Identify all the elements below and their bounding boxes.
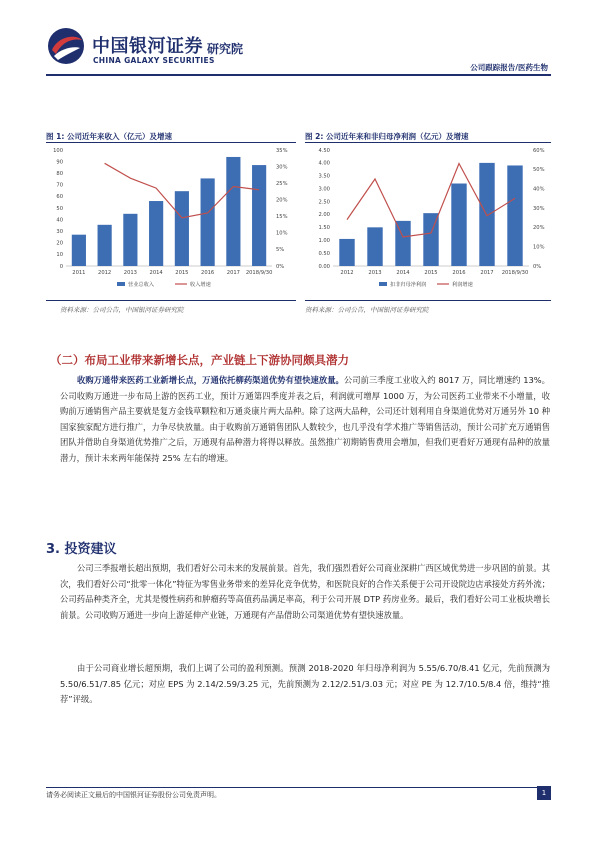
c2-bar [451,184,466,266]
c2-xtick-label: 2017 [480,270,494,276]
c2-ytick-label: 2.00 [318,212,330,219]
c2-y2tick-label: 60% [533,147,545,154]
c2-y2tick-label: 20% [533,225,545,232]
c2-bar [507,165,522,266]
c2-ytick-label: 3.00 [318,186,330,193]
c1-ytick-label: 60 [56,194,63,201]
fig1-caption: 图 1: 公司近年来收入（亿元）及增速 [46,132,172,141]
page-number: 1 [537,786,551,800]
c1-bar [226,157,240,266]
c2-ytick-label: 4.00 [318,160,330,167]
section3-paragraph-2: 由于公司商业增长超预期，我们上调了公司的盈利预测。预测 2018-2020 年归母净利润为 5.55/6.70/8.41 亿元，先前预测为 5.50/6.51/7.85 亿元；对应 EPS 为 2.14/2.59/3.25 元，先前预测为 2.12/2.51/3.03 元；对应 PE 为 12.7/10.5/8.4 倍，维持“推荐”评级。 [60,663,550,704]
c1-bar [201,178,215,266]
section2-body: 公司前三季度工业收入约 8017 万，同比增速约 13%。公司收购万通进一步布局上游的医药工业，预计万通第四季度并表之后，利润就可增厚 1000 万，为公司医药工业带来不小增量，收购前万通销售产品主要就是复方金钱草颗粒和万通炎康片两大品种。除了这两大品种，公司还计划利用自身渠道优势对万通另外 10 种国家独家配方进行推广，力争尽快放量。由于收购前万通销售团队人数较少，也几乎没有学术推广等销售活动，预计公司扩充万通销售团队并借助自身渠道优势推广之后，万通现有品种潜力将得以释放。虽然推广初期销售费用会增加，但我们更看好万通现有品种的放量潜力，预计未来两年能保持 25% 左右的增速。 [60,375,550,463]
c1-bar [252,165,266,266]
c1-legend-bar-label: 营业总收入 [128,282,154,288]
c1-y2tick-label: 25% [276,180,288,187]
section3-paragraph-1: 公司三季报增长超出预期，我们看好公司未来的发展前景。首先，我们强烈看好公司商业深耕广西区域优势进一步巩固的前景。其次，我们看好公司“批零一体化”特征为零售业务带来的差异化竞争优势，和医院良好的合作关系便于公司开设院边店承接处方药外流；公司药品种类齐全，尤其是慢性病药和肿瘤药等高值药品满足率高，利于公司开展 DTP 药房业务。最后，我们看好公司工业板块增长前景。公司收购万通进一步向上游延伸产业链，万通现有产品借助公司渠道优势有望快速放量。 [60,563,550,620]
c2-bar [395,221,410,266]
c1-bar [123,214,137,266]
fig1-source: 资料来源：公司公告，中国银河证券研究院 [60,306,184,314]
c1-bar [149,201,163,266]
report-type: 公司跟踪报告/医药生物 [470,63,548,72]
c2-xtick-label: 2013 [368,270,382,276]
c2-y2tick-label: 10% [533,244,545,251]
c1-xtick-label: 2017 [226,270,240,276]
c1-ytick-label: 70 [56,182,63,189]
c2-ytick-label: 1.50 [318,225,330,232]
header-rule [46,74,551,76]
c2-ytick-label: 3.50 [318,173,330,180]
fig2-rule [305,142,551,143]
c1-y2tick-label: 30% [276,164,288,171]
c1-y2tick-label: 5% [276,247,285,254]
revenue-chart [46,144,296,296]
c1-ytick-label: 50 [56,205,63,212]
c1-y2tick-label: 35% [276,147,288,154]
c2-y2tick-label: 0% [533,263,542,270]
footer-rule [46,787,551,788]
c2-legend-bar-label: 扣非归母净利润 [390,282,427,288]
c2-y2tick-label: 30% [533,205,545,212]
c2-legend-line-label: 利润增速 [452,282,473,288]
c2-ytick-label: 0.50 [318,250,330,257]
fig2-caption: 图 2: 公司近年来和非归母净利润（亿元）及增速 [305,132,469,141]
c1-bar [72,235,86,266]
section3-heading: 3. 投资建议 [46,542,117,557]
c1-y2tick-label: 10% [276,230,288,237]
c1-xtick-label: 2014 [149,270,163,276]
c1-y2tick-label: 15% [276,214,288,221]
c2-xtick-label: 2016 [452,270,466,276]
c2-y2tick-label: 40% [533,186,545,193]
brand-dept: 研究院 [207,42,244,56]
brand-name-cn: 中国银河证券 [92,36,203,57]
c1-xtick-label: 2013 [123,270,137,276]
c1-ytick-label: 100 [53,147,63,154]
c2-ytick-label: 1.00 [318,238,330,245]
c1-y2tick-label: 20% [276,197,288,204]
c1-ytick-label: 40 [56,217,63,224]
c2-xtick-label: 2015 [424,270,438,276]
c1-xtick-label: 2016 [201,270,215,276]
c2-xtick-label: 2012 [340,270,354,276]
section2-paragraph [60,373,550,466]
fig2-bottom-rule [305,300,551,301]
profit-chart [305,144,551,296]
c1-bar [98,225,112,266]
c2-ytick-label: 4.50 [318,147,330,154]
c1-xtick-label: 2015 [175,270,189,276]
c1-bar [175,191,189,266]
c1-xtick-label: 2018/9/30 [245,270,273,276]
c1-ytick-label: 90 [56,159,63,166]
c2-xtick-label: 2014 [396,270,410,276]
fig2-source: 资料来源：公司公告，中国银河证券研究院 [305,306,429,314]
c1-ytick-label: 30 [56,229,63,235]
c1-xtick-label: 2011 [72,270,86,276]
section2-heading: （二）布局工业带来新增长点，产业链上下游协同颇具潜力 [50,353,349,367]
galaxy-logo-icon [46,26,86,66]
c2-bar [367,227,382,266]
brand-name-en: CHINA GALAXY SECURITIES [93,56,215,65]
c1-legend-line-label: 收入增速 [190,282,211,288]
c1-y2tick-label: 0% [276,263,285,270]
c1-ytick-label: 10 [56,252,63,259]
c2-bar [339,239,354,266]
c2-legend-bar-swatch [379,282,387,286]
c2-xtick-label: 2018/9/30 [501,270,529,276]
c2-y2tick-label: 50% [533,167,545,174]
c1-ytick-label: 20 [56,240,63,247]
c1-ytick-label: 80 [56,171,63,177]
footer-disclaimer: 请务必阅读正文最后的中国银河证券股份公司免责声明。 [46,791,221,799]
fig1-rule [46,142,296,143]
c2-ytick-label: 2.50 [318,199,330,206]
section2-lead: 收购万通带来医药工业新增长点，万通依托柳药渠道优势有望快速放量。 [77,375,344,385]
fig1-bottom-rule [46,300,296,301]
c1-xtick-label: 2012 [98,270,112,276]
c2-ytick-label: 0.00 [318,263,330,270]
c1-legend-bar-swatch [117,282,125,286]
c1-ytick-label: 0 [59,263,63,270]
